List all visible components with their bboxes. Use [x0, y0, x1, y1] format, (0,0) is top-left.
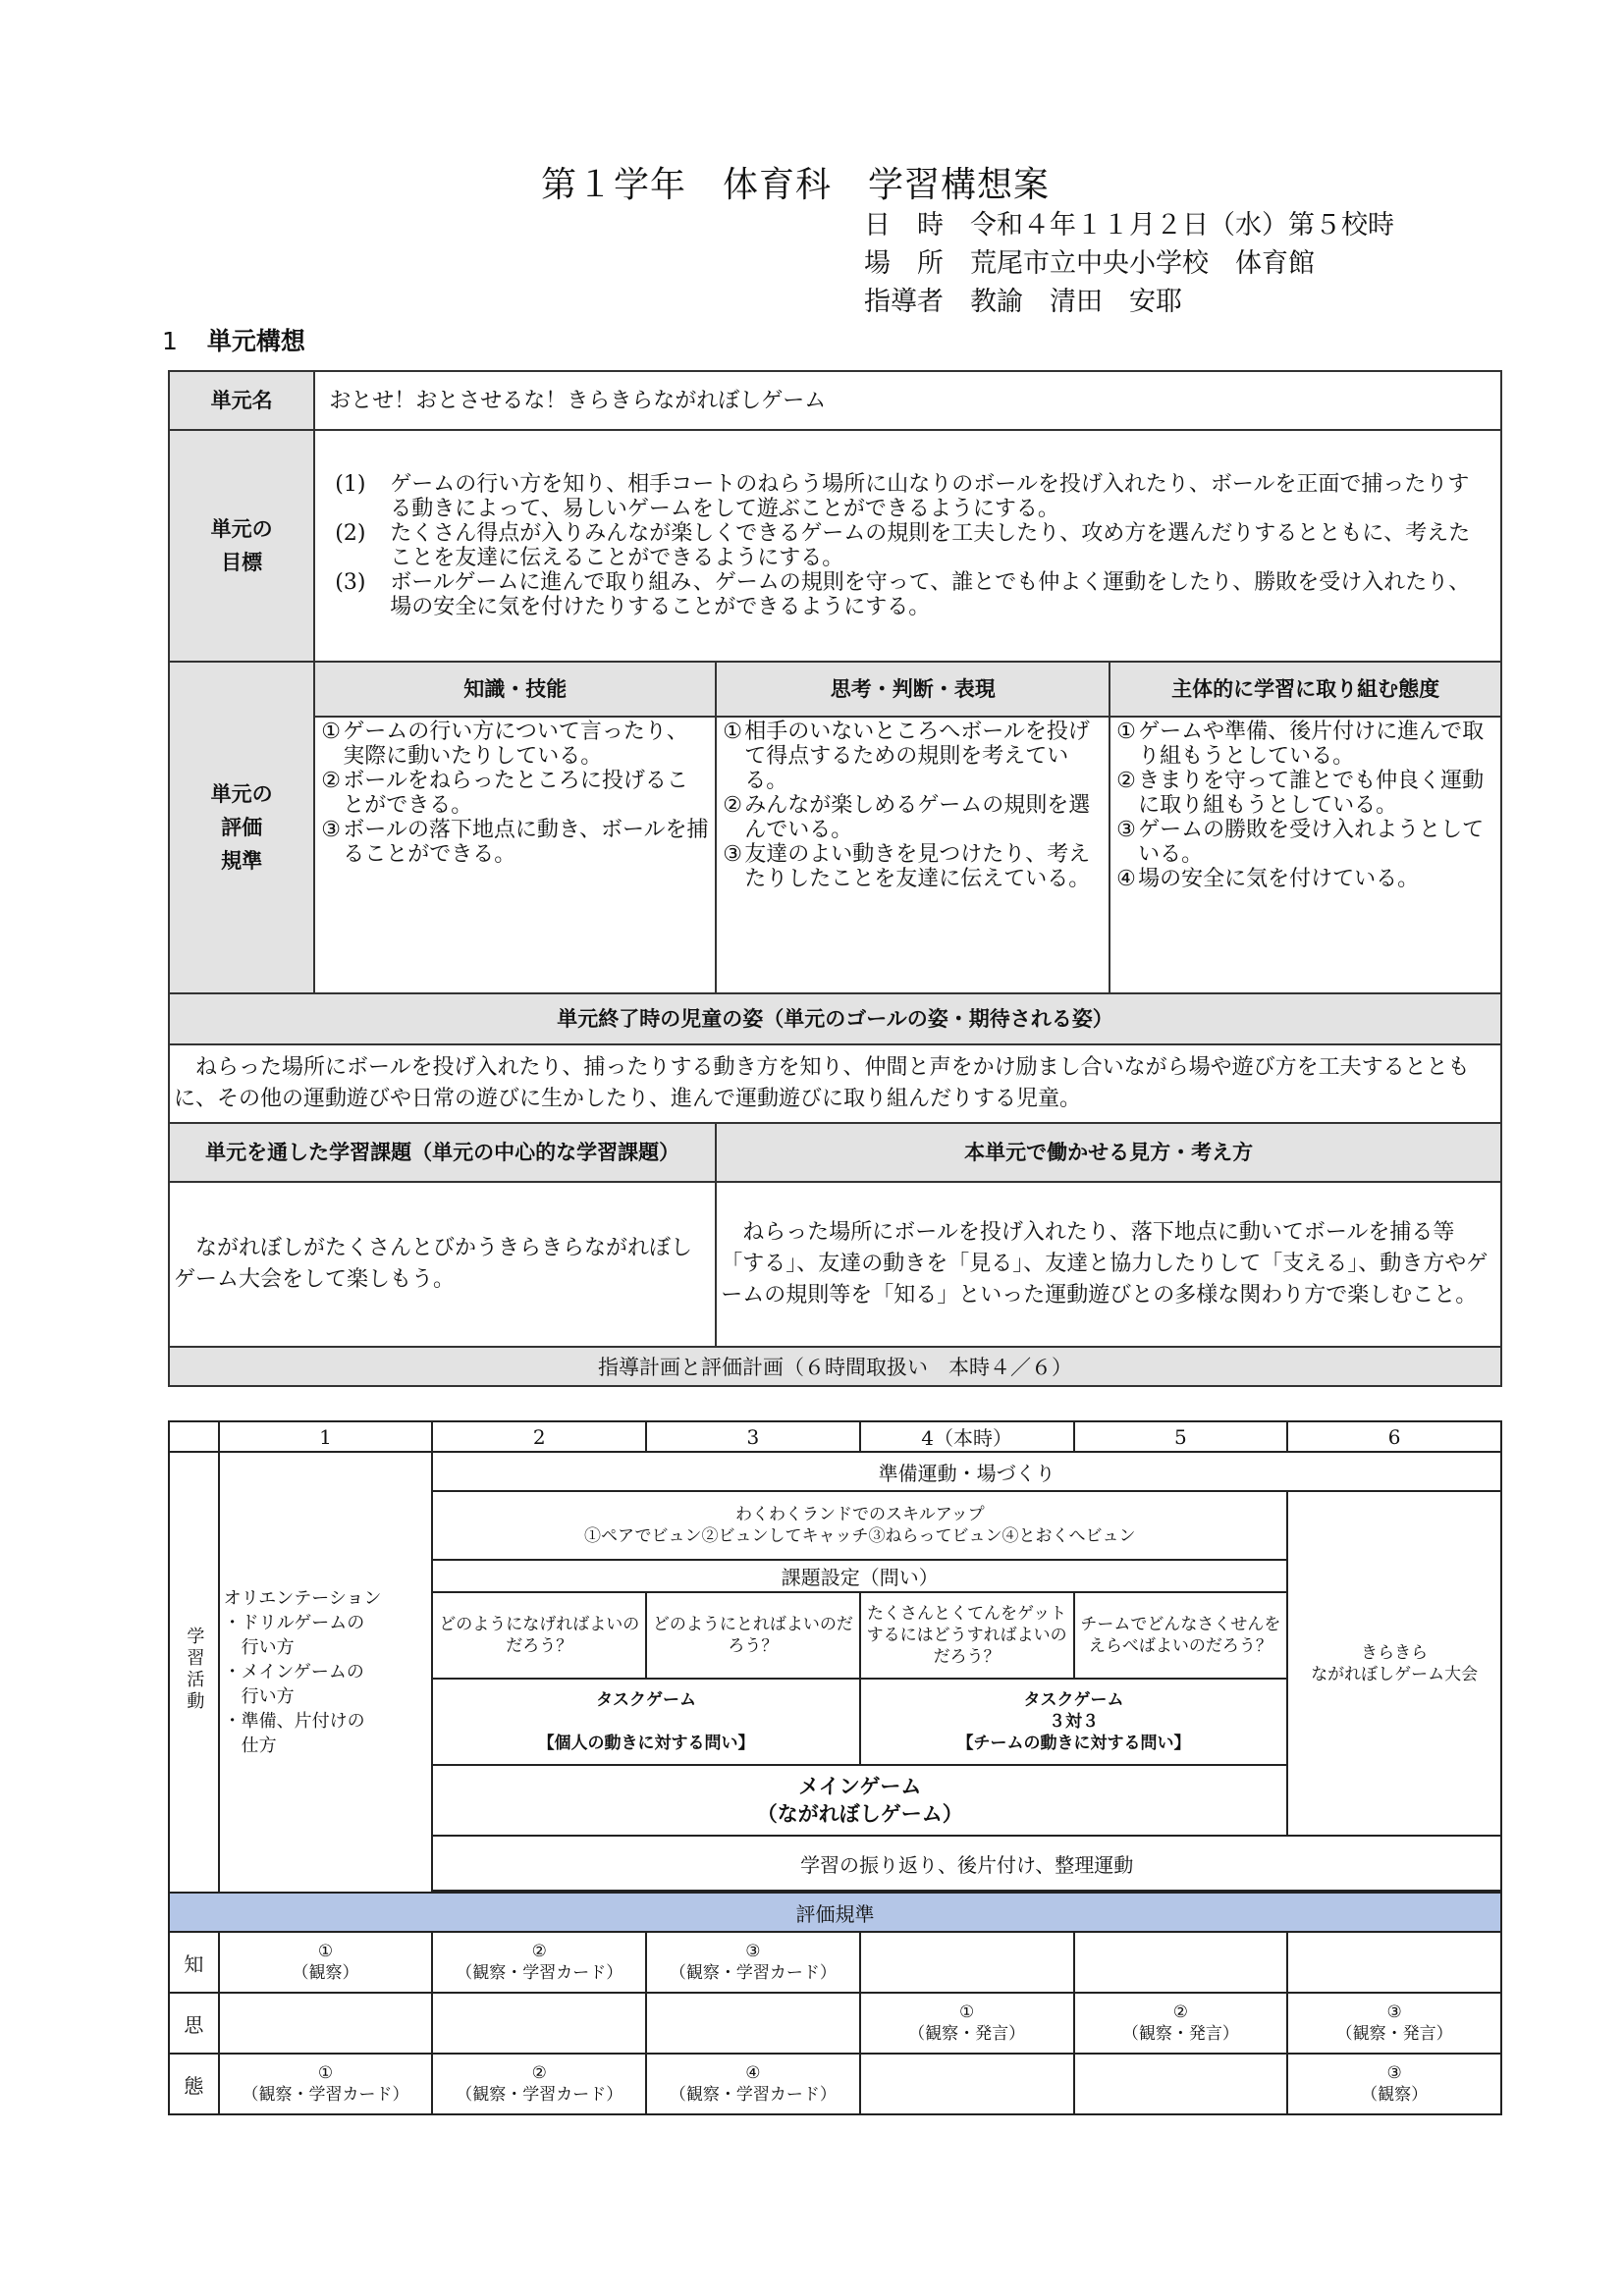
section-title: 単元構想	[206, 327, 305, 355]
eval-cell	[1287, 1993, 1501, 2054]
eval-method: （観察・発言）	[1121, 2024, 1239, 2044]
task-game-individual	[432, 1679, 859, 1765]
criteria-item	[321, 769, 709, 818]
hour-2: 2	[432, 1421, 646, 1452]
eval-row-label: 思	[169, 1993, 219, 2054]
eval-row-label: 知	[169, 1932, 219, 1993]
eval-cell	[646, 2054, 860, 2114]
eval-header-row	[169, 1893, 1501, 1932]
eval-mark: ④	[745, 2063, 761, 2083]
date-row	[864, 206, 1394, 244]
criteria-header-row	[169, 662, 1501, 717]
criteria-item	[723, 720, 1103, 793]
criteria-mark: ④	[1116, 867, 1136, 891]
eval-row-thinking	[169, 1993, 1501, 2054]
activity-label: 学習活動	[184, 1627, 205, 1713]
eval-cell	[646, 1932, 860, 1993]
task-game-note: 【チームの動きに対する問い】	[956, 1734, 1191, 1753]
task-game-format: ３対３	[1049, 1712, 1099, 1732]
eval-method: （観察・学習カード）	[242, 2085, 409, 2105]
theme-header-row	[169, 1123, 1501, 1182]
task-game-title: タスクゲーム	[596, 1690, 697, 1710]
lesson-meta	[864, 206, 1394, 321]
criteria-text: 友達のよい動きを見つけたり、考えたりしたことを友達に伝えている。	[744, 842, 1091, 891]
hour6-tournament	[1287, 1491, 1501, 1836]
eval-cell	[860, 2054, 1074, 2114]
section-heading	[162, 322, 305, 357]
theme-row	[169, 1182, 1501, 1347]
orientation-item: 仕方	[223, 1735, 277, 1756]
plan-header-row	[169, 1347, 1501, 1386]
goal-number: (3)	[335, 570, 366, 595]
criteria-knowledge	[314, 717, 716, 993]
task-game-note: 【個人の動きに対する問い】	[537, 1734, 755, 1753]
orientation-title: オリエンテーション	[223, 1588, 382, 1609]
unit-goals	[314, 430, 1501, 662]
corner-cell	[169, 1421, 219, 1452]
tournament-line: ながれぼしゲーム大会	[1311, 1664, 1479, 1684]
eval-cell	[219, 2054, 433, 2114]
criteria-item	[321, 720, 709, 769]
eval-mark: ①	[959, 2002, 975, 2022]
main-game-title: メインゲーム	[798, 1775, 922, 1798]
warmup-cell: 準備運動・場づくり	[432, 1452, 1501, 1491]
eval-mark: ③	[745, 1942, 761, 1961]
eval-method: （観察）	[1361, 2085, 1429, 2105]
warmup-row	[169, 1452, 1501, 1491]
view-text: ねらった場所にボールを投げ入れたり、落下地点に動いてボールを捕る等「する」、友達の動きを「見る」、友達と協力したりして「支える」、動き方やゲームの規則等を「知る」といった運動遊びとの多様な関わり方で楽しむこと。	[716, 1182, 1501, 1347]
eval-row-attitude	[169, 2054, 1501, 2114]
hour1-orientation	[219, 1452, 433, 1893]
goal-item	[327, 570, 1489, 619]
goal-number: (1)	[335, 472, 366, 497]
criteria-header-thinking: 思考・判断・表現	[716, 662, 1110, 717]
criteria-mark: ①	[1116, 720, 1136, 744]
criteria-thinking	[716, 717, 1110, 993]
criteria-item	[321, 818, 709, 867]
criteria-header-knowledge: 知識・技能	[314, 662, 716, 717]
teacher-label: 指導者	[864, 287, 944, 317]
criteria-item	[1116, 818, 1494, 867]
eval-mark: ①	[317, 1942, 334, 1961]
eval-cell	[1074, 1932, 1288, 1993]
place-label: 場 所	[864, 248, 944, 279]
criteria-item	[1116, 769, 1494, 818]
hour-1: 1	[219, 1421, 433, 1452]
goal-label-line: 目標	[221, 551, 263, 574]
goal-text: ゲームの行い方を知り、相手コートのねらう場所に山なりのボールを投げ入れたり、ボールを正面で捕ったりする動きによって、易しいゲームをして遊ぶことができるようにする。	[390, 472, 1470, 521]
plan-header: 指導計画と評価計画（６時間取扱い 本時４／６）	[169, 1347, 1501, 1386]
goal-figure-text: ねらった場所にボールを投げ入れたり、捕ったりする動き方を知り、仲間と声をかけ励まし合いながら場や遊び方を工夫するとともに、その他の運動遊びや日常の遊びに生かしたり、進んで運動遊びに取り組んだりする児童。	[169, 1044, 1501, 1123]
criteria-body-row	[169, 717, 1501, 993]
eval-cell	[432, 2054, 646, 2114]
goal-label-line: 単元の	[210, 517, 273, 541]
criteria-mark: ②	[321, 769, 341, 793]
hour-5: 5	[1074, 1421, 1288, 1452]
place-value: 荒尾市立中央小学校 体育館	[970, 248, 1315, 279]
eval-mark: ②	[531, 2063, 547, 2083]
question-hour3: どのようにとればよいのだろう？	[646, 1592, 860, 1679]
main-game-cell	[432, 1765, 1287, 1836]
goal-text: ボールゲームに進んで取り組み、ゲームの規則を守って、誰とでも仲よく運動をしたり、勝敗を受け入れたり、場の安全に気を付けたりすることができるようにする。	[390, 570, 1471, 619]
eval-cell	[860, 1993, 1074, 2054]
criteria-item	[723, 842, 1103, 891]
criteria-attitude	[1110, 717, 1501, 993]
criteria-item	[1116, 867, 1494, 891]
criteria-header-attitude: 主体的に学習に取り組む態度	[1110, 662, 1501, 717]
question-hour4: たくさんとくてんをゲットするにはどうすればよいのだろう？	[860, 1592, 1074, 1679]
eval-mark: ③	[1386, 2063, 1402, 2083]
eval-method: （観察・学習カード）	[456, 2085, 623, 2105]
goal-figure-header: 単元終了時の児童の姿（単元のゴールの姿・期待される姿）	[169, 993, 1501, 1044]
orientation-item: 行い方	[223, 1686, 295, 1707]
plan-table	[168, 1420, 1502, 2115]
eval-method: （観察・学習カード）	[456, 1963, 623, 1983]
criteria-mark: ③	[723, 842, 743, 867]
task-game-team	[860, 1679, 1287, 1765]
eval-cell	[1074, 2054, 1288, 2114]
date-value: 令和４年１１月２日（水）第５校時	[970, 210, 1394, 240]
criteria-label-line: 規準	[221, 849, 263, 873]
eval-cell	[860, 1932, 1074, 1993]
eval-mark: ①	[317, 2063, 334, 2083]
criteria-mark: ①	[321, 720, 341, 744]
eval-row-label: 態	[169, 2054, 219, 2114]
hour-3: 3	[646, 1421, 860, 1452]
unit-name-value: おとせ！おとさせるな！きらきらながれぼしゲーム	[314, 371, 1501, 430]
criteria-label-line: 評価	[221, 816, 263, 839]
goal-text: たくさん得点が入りみんなが楽しくできるゲームの規則を工夫したり、攻め方を選んだりするとともに、考えたことを友達に伝えることができるようにする。	[390, 521, 1471, 570]
eval-method: （観察・学習カード）	[669, 2085, 837, 2105]
eval-method: （観察・発言）	[908, 2024, 1026, 2044]
unit-goal-label	[169, 430, 314, 662]
unit-goal-row	[169, 430, 1501, 662]
tournament-line: きらきら	[1361, 1642, 1429, 1663]
goal-figure-header-row	[169, 993, 1501, 1044]
eval-mark: ②	[531, 1942, 547, 1961]
orientation-item: ・ドリルゲームの	[223, 1613, 365, 1633]
section-number: 1	[162, 327, 178, 355]
unit-design-table	[168, 370, 1502, 1387]
criteria-text: ゲームの勝敗を受け入れようとしている。	[1138, 818, 1485, 867]
main-game-subtitle: （ながれぼしゲーム）	[756, 1802, 963, 1826]
criteria-mark: ③	[1116, 818, 1136, 842]
eval-cell	[1287, 1932, 1501, 1993]
eval-row-knowledge	[169, 1932, 1501, 1993]
teacher-row	[864, 283, 1394, 321]
date-label: 日 時	[864, 210, 944, 240]
criteria-text: ボールをねらったところに投げることができる。	[343, 769, 688, 818]
eval-method: （観察・学習カード）	[669, 1963, 837, 1983]
goal-item	[327, 521, 1489, 570]
orientation-item: ・準備、片付けの	[223, 1711, 365, 1732]
spacer	[433, 1711, 858, 1733]
criteria-text: きまりを守って誰とでも仲良く運動に取り組もうとしている。	[1138, 769, 1485, 818]
closing-cell: 学習の振り返り、後片付け、整理運動	[432, 1836, 1501, 1891]
criteria-mark: ②	[723, 793, 743, 818]
criteria-mark: ②	[1116, 769, 1136, 793]
hours-row	[169, 1421, 1501, 1452]
eval-cell	[646, 1993, 860, 2054]
eval-mark: ②	[1172, 2002, 1188, 2022]
eval-method: （観察）	[292, 1963, 359, 1983]
criteria-item	[723, 793, 1103, 842]
teacher-value: 教諭 清田 安耶	[970, 287, 1182, 317]
view-header: 本単元で働かせる見方・考え方	[716, 1123, 1501, 1182]
eval-cell	[219, 1993, 433, 2054]
criteria-item	[1116, 720, 1494, 769]
question-hour2: どのようになげればよいのだろう？	[432, 1592, 646, 1679]
unit-name-row	[169, 371, 1501, 430]
hour-6: 6	[1287, 1421, 1501, 1452]
theme-text: ながれぼしがたくさんとびかうきらきらながれぼしゲーム大会をして楽しもう。	[169, 1182, 716, 1347]
goal-figure-row	[169, 1044, 1501, 1123]
task-setting-cell: 課題設定（問い）	[432, 1560, 1287, 1592]
criteria-mark: ①	[723, 720, 743, 744]
question-hour5: チームでどんなさくせんをえらべばよいのだろう？	[1074, 1592, 1288, 1679]
criteria-text: 相手のいないところへボールを投げて得点するための規則を考えている。	[744, 720, 1090, 793]
eval-cell	[432, 1932, 646, 1993]
criteria-text: ゲームの行い方について言ったり、実際に動いたりしている。	[343, 720, 688, 769]
orientation-item: 行い方	[223, 1637, 295, 1658]
eval-header: 評価規準	[169, 1893, 1501, 1932]
criteria-label-line: 単元の	[210, 782, 273, 806]
criteria-text: みんなが楽しめるゲームの規則を選んでいる。	[744, 793, 1091, 842]
eval-mark: ③	[1386, 2002, 1402, 2022]
criteria-text: ボールの落下地点に動き、ボールを捕ることができる。	[343, 818, 709, 867]
page-title: 第１学年 体育科 学習構想案	[541, 165, 1051, 205]
eval-cell	[219, 1932, 433, 1993]
goal-item	[327, 472, 1489, 521]
skillup-items: ①ペアでビュン②ビュンしてキャッチ③ねらってビュン④とおくへビュン	[584, 1526, 1136, 1546]
goal-number: (2)	[335, 521, 366, 546]
criteria-label	[169, 662, 314, 993]
criteria-mark: ③	[321, 818, 341, 842]
eval-method: （観察・発言）	[1335, 2024, 1453, 2044]
eval-cell	[1287, 2054, 1501, 2114]
skillup-title: わくわくランドでのスキルアップ	[734, 1505, 985, 1524]
task-game-title: タスクゲーム	[1023, 1690, 1124, 1710]
skillup-cell	[432, 1491, 1287, 1560]
eval-cell	[432, 1993, 646, 2054]
eval-cell	[1074, 1993, 1288, 2054]
orientation-item: ・メインゲームの	[223, 1662, 364, 1682]
hour-4: 4（本時）	[860, 1421, 1074, 1452]
activity-label-cell	[169, 1452, 219, 1893]
criteria-text: 場の安全に気を付けている。	[1138, 867, 1420, 891]
theme-header: 単元を通した学習課題（単元の中心的な学習課題）	[169, 1123, 716, 1182]
criteria-text: ゲームや準備、後片付けに進んで取り組もうとしている。	[1138, 720, 1485, 769]
place-row	[864, 244, 1394, 283]
unit-name-label: 単元名	[169, 371, 314, 430]
